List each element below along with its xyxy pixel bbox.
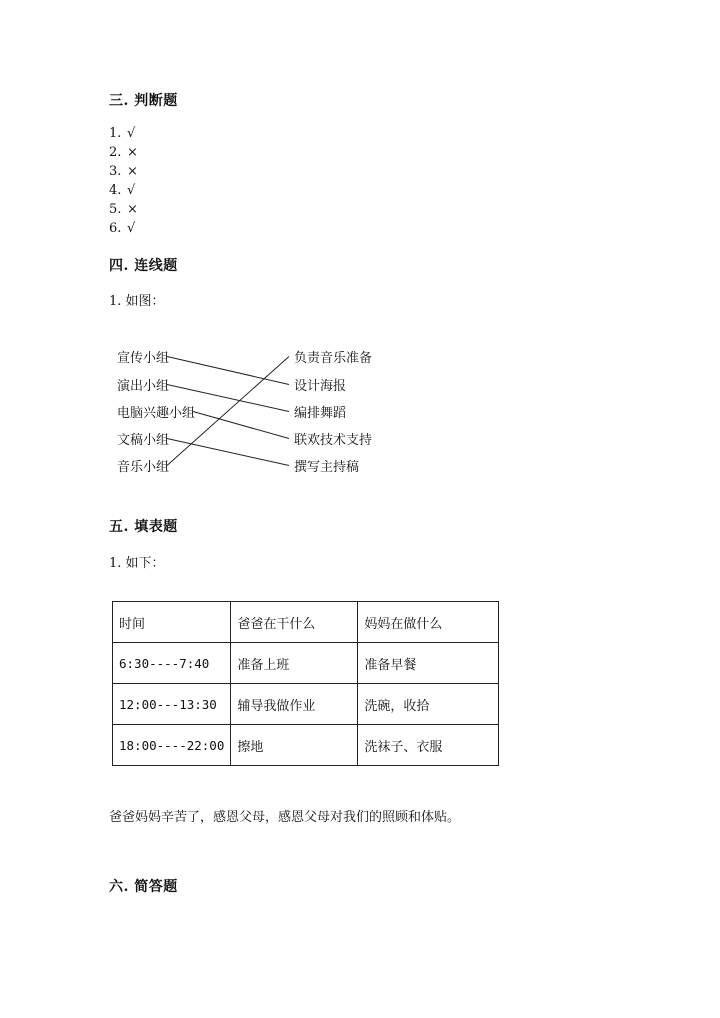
left-item: 演出小组 [117, 379, 170, 394]
table-cell: 辅导我做作业 [231, 684, 358, 725]
table-header-row [113, 602, 499, 643]
right-item: 联欢技术支持 [294, 433, 373, 448]
table-cell: 准备早餐 [358, 643, 499, 684]
answer-mark: √ [127, 221, 136, 236]
table-cell: 18:00----22:00 [113, 725, 231, 766]
section-4-heading: 四. 连线题 [109, 258, 178, 274]
section-6-heading: 六. 简答题 [109, 879, 178, 895]
table-cell: 准备上班 [231, 643, 358, 684]
answer-number: 4. [109, 183, 122, 198]
right-item: 负责音乐准备 [294, 351, 373, 366]
connector-line [167, 357, 289, 466]
right-item: 撰写主持稿 [294, 460, 360, 475]
connector-line [167, 385, 289, 412]
left-item: 电脑兴趣小组 [117, 406, 196, 421]
answer-number: 3. [109, 164, 122, 179]
right-item: 设计海报 [294, 379, 347, 394]
table-row [113, 684, 499, 725]
table-row [113, 643, 499, 684]
answer-mark: √ [127, 183, 136, 198]
left-item: 音乐小组 [117, 460, 170, 475]
table-cell: 擦地 [231, 725, 358, 766]
left-item: 宣传小组 [117, 351, 170, 366]
connector-line [193, 412, 289, 439]
answer-number: 1. [109, 126, 122, 141]
answer-number: 5. [109, 202, 122, 217]
section-4-intro: 1. 如图： [109, 294, 165, 309]
table-cell: 洗碗，收拾 [358, 684, 499, 725]
table-row [113, 725, 499, 766]
section-3-heading: 三. 判断题 [109, 93, 178, 109]
connector-line [167, 439, 289, 466]
answer-number: 2. [109, 145, 122, 160]
header-cell: 妈妈在做什么 [358, 602, 499, 643]
answer-mark: × [127, 164, 138, 179]
header-cell: 时间 [113, 602, 231, 643]
answer-number: 6. [109, 221, 122, 236]
summary-text: 爸爸妈妈辛苦了，感恩父母，感恩父母对我们的照顾和体贴。 [109, 810, 461, 825]
connector-line [167, 357, 289, 385]
header-cell: 爸爸在干什么 [231, 602, 358, 643]
section-5-heading: 五. 填表题 [109, 519, 178, 535]
table-cell: 6:30----7:40 [113, 643, 231, 684]
right-item: 编排舞蹈 [294, 406, 347, 421]
table-cell: 洗袜子、衣服 [358, 725, 499, 766]
answer-mark: √ [127, 126, 136, 141]
table-cell: 12:00---13:30 [113, 684, 231, 725]
left-item: 文稿小组 [117, 433, 170, 448]
answer-mark: × [127, 145, 138, 160]
answer-mark: × [127, 202, 138, 217]
section-5-intro: 1. 如下： [109, 556, 165, 571]
schedule-table [112, 601, 499, 766]
